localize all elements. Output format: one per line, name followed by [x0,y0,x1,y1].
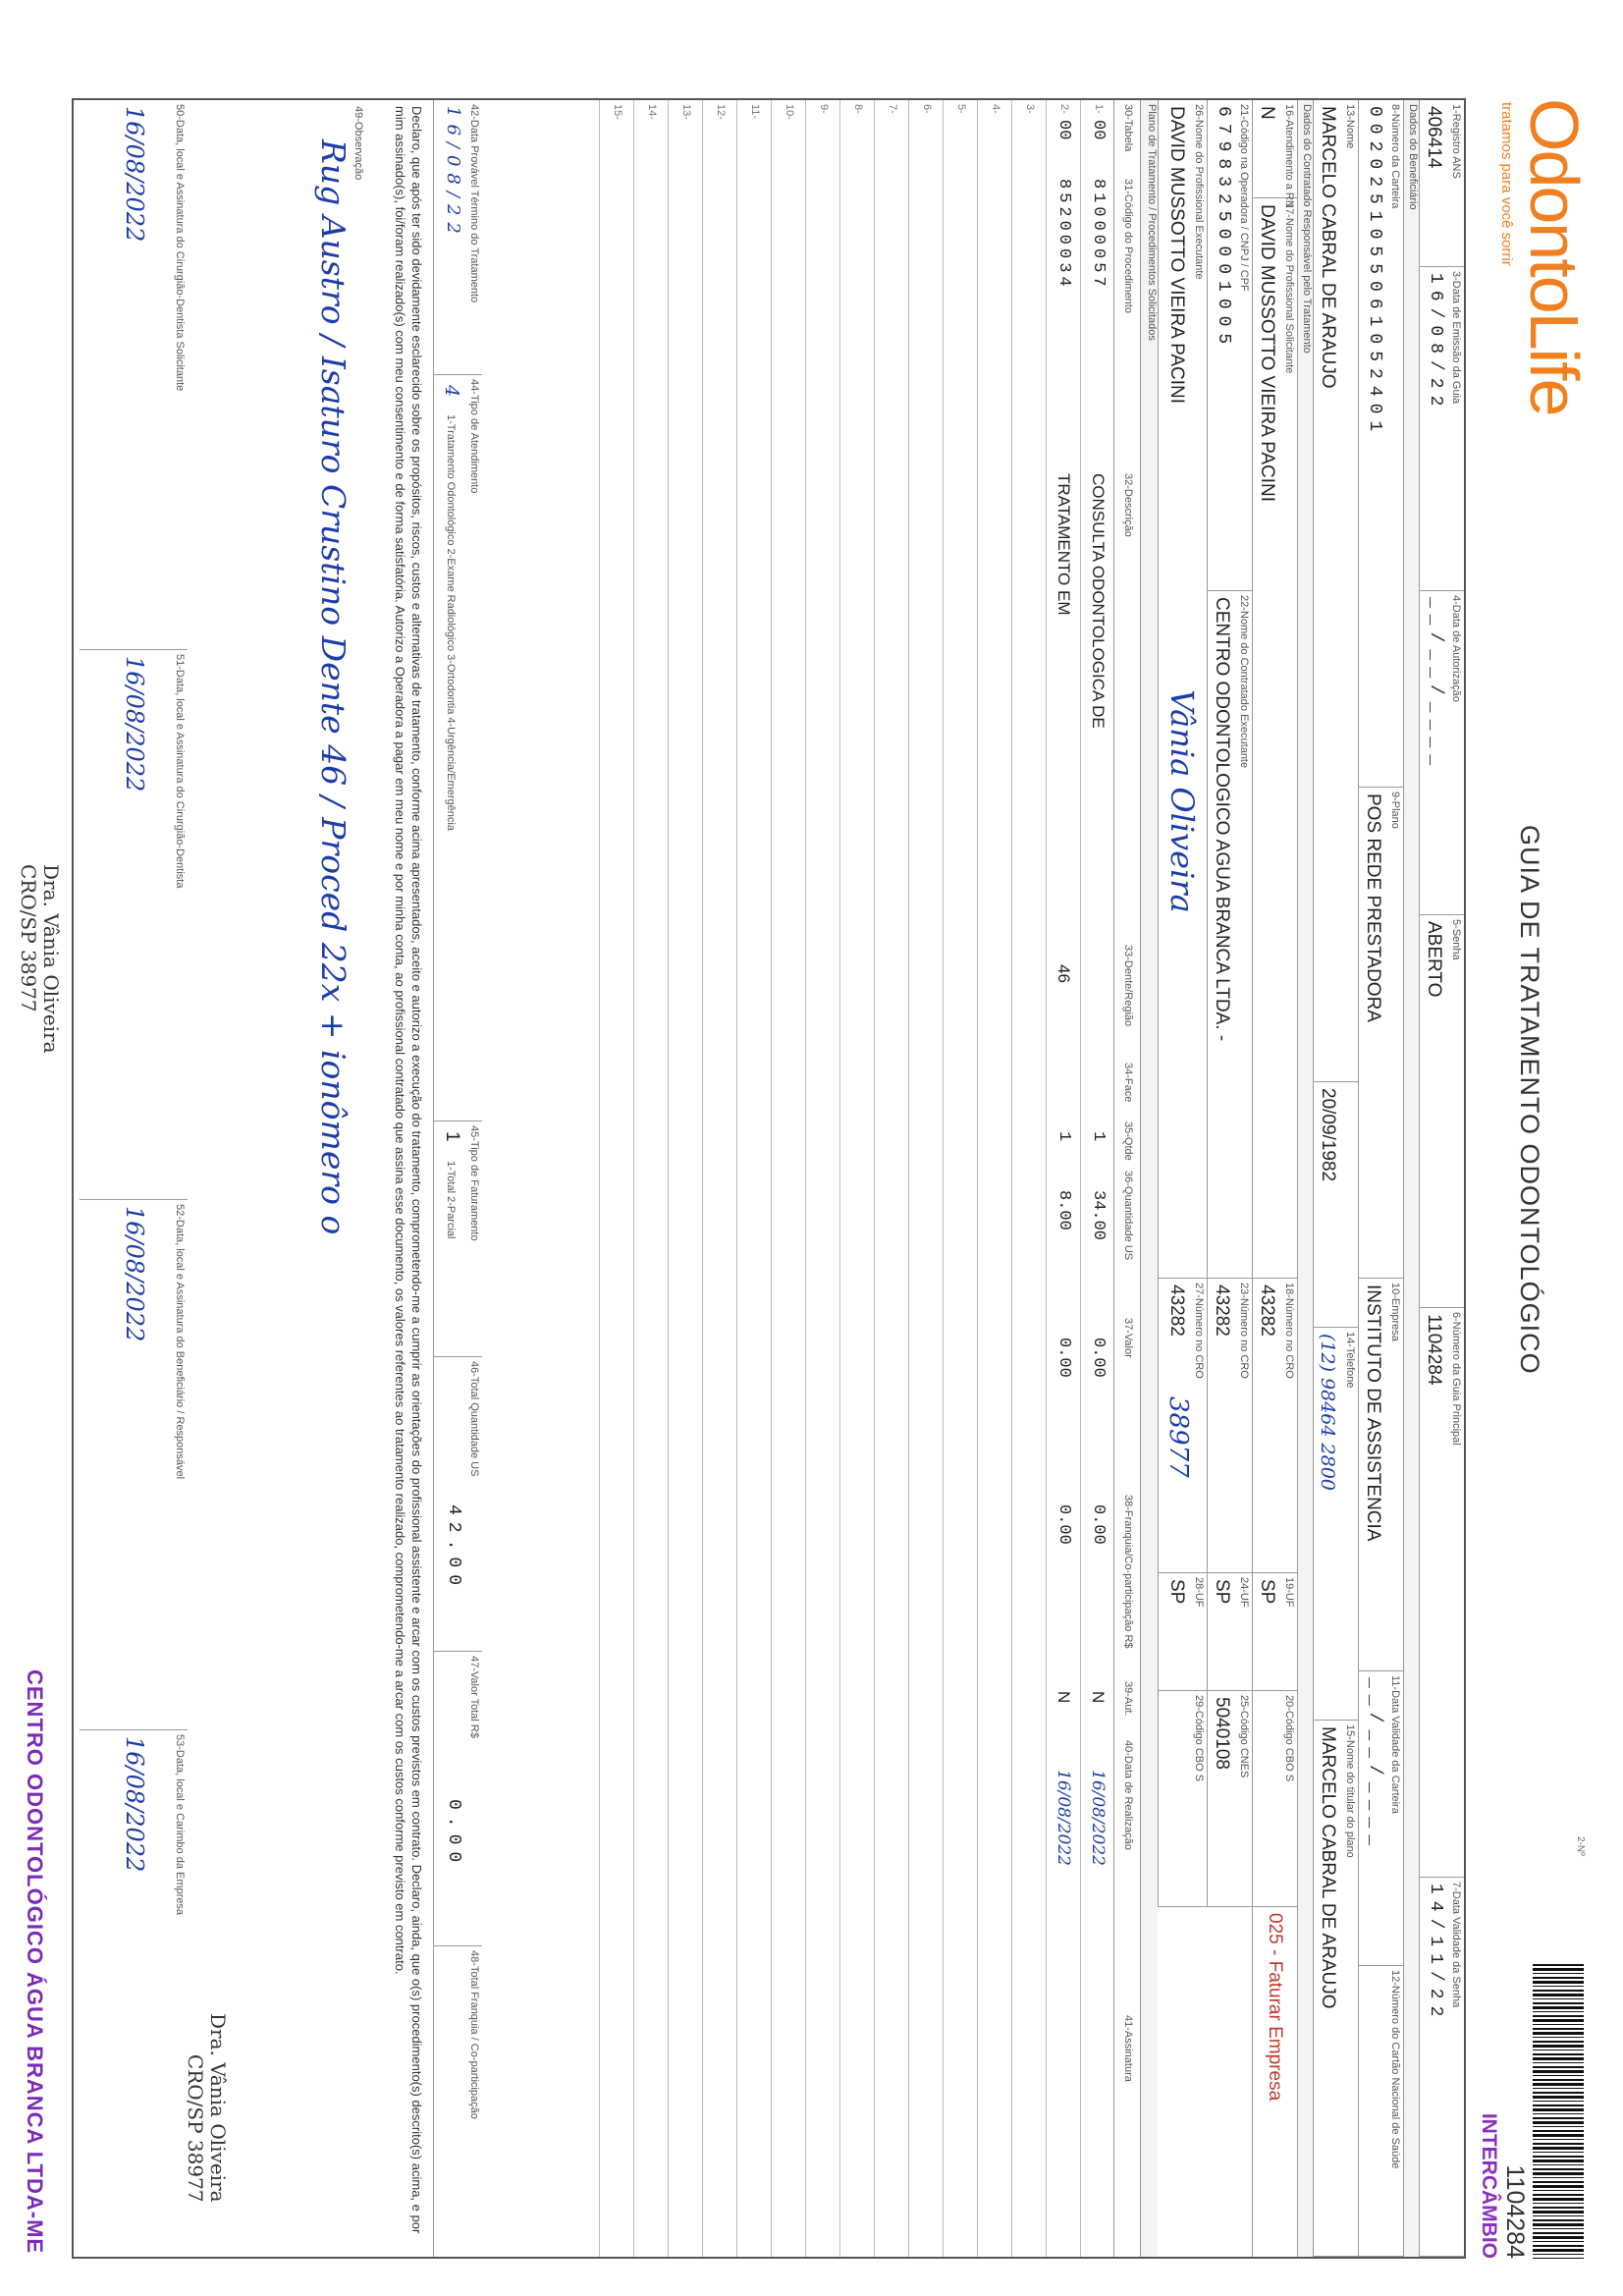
handwritten-cro: 38977 [1163,1396,1193,1478]
logo-name: OdontoLife [1516,98,1593,415]
field-total-us: 46-Total Quantidade US 42.00 [433,1357,482,1652]
field-atendimento-rn: 16-Atendimento a RN N [1252,100,1297,198]
field-uf-executante-2: 28-UF SP [1158,1573,1207,1691]
field-data-emissao: 3-Data de Emissão da Guia 16/08/22 [1419,267,1464,591]
observacao-handwritten: Rug Austro / Isaturo Crustino Dente 46 / Proced 22x + ionômero o [314,139,352,1235]
table-row-empty [839,100,874,2257]
observacao-label: 49-Observação [352,106,364,181]
table-row-empty [908,100,943,2257]
treatment-form [72,98,1466,2259]
row-number: 10- [784,104,795,120]
procedures-table [599,100,1114,2257]
field-profissional-solicitante: 17-Nome do Profissional Solicitante DAVID MUSSOTTO VIEIRA PACINI [1252,198,1297,1279]
table-row-empty [668,100,702,2257]
table-row-empty [943,100,977,2257]
field-telefone: 14-Telefone (12) 98464 2800 [1313,1328,1358,1721]
field-plano: 9-Plano POS REDE PRESTADORA [1358,788,1403,1279]
procedures-header: 30-Tabela 31-Código do Procedimento 32-Descrição 33-Dente/Região 34-Face 35-Qtde 36-Quantidade US 37-Valor 38-Franquia/Co-participação R$ 39-Aut. 40-Data de Realização 41-Assinatura [1113,100,1140,2257]
field-uf-solicitante: 19-UF SP [1252,1573,1297,1691]
row-number: 8- [852,104,864,114]
field-profissional-executante: 26-Nome do Profissional Executante DAVID MUSSOTTO VIEIRA PACINI Vânia Oliveira [1158,100,1207,1279]
signature-empresa: 53-Data, local e Carimbo da Empresa 16/08/2022 [121,1734,186,1916]
field-cnes: 25-Código CNES 5040108 [1207,1691,1252,1907]
section-procedimentos: Plano de Tratamento / Procedimentos Solicitados [1140,100,1158,2257]
field-data-termino: 42-Data Provável Término do Tratamento 16/08/22 [433,100,482,375]
field-empresa: 10-Empresa INSTITUTO DE ASSISTENCIA [1358,1279,1403,1671]
table-row-empty [874,100,908,2257]
row-number: 3- [1024,104,1036,114]
guide-number: 1104284 [1501,2164,1529,2259]
odontolife-logo [1498,98,1594,414]
barcode-icon [1533,1964,1584,2259]
logo-tagline: tratamos para você sorrir [1498,102,1515,266]
table-row-empty [599,100,633,2257]
row-number: 14- [646,104,658,120]
field-nome: 13-Nome MARCELO CABRAL DE ARAUJO [1313,100,1358,1082]
row-number: 11- [749,104,761,120]
field-cartao-saude: 12-Número do Cartão Nacional de Saúde [1358,1966,1403,2257]
table-row-empty [805,100,839,2257]
field-validade-senha: 7-Data Validade da Senha 14/11/22 [1419,1878,1464,2257]
field-cbo-solicitante: 20-Código CBO S [1252,1691,1297,1907]
empty-rows [599,100,1046,2257]
field-cro-solicitante: 18-Número no CRO 43282 [1252,1279,1297,1573]
company-stamp: CENTRO ODONTOLÓGICO ÁGUA BRANCA LTDA-ME [23,1669,47,2255]
signature-beneficiario: 52-Data, local e Assinatura do Beneficiário / Responsável 16/08/2022 [80,1200,188,1730]
table-row: 1- 00 81000057 CONSULTA ODONTOLOGICA DE 1 34.00 0.00 0.00 N 16/08/2022 [1080,100,1114,2257]
field-data-autorizacao: 4-Data de Autorização __/__/____ [1419,591,1464,915]
row-number: 4- [990,104,1001,114]
ans-tag: 2-Nº [1575,1836,1586,1856]
signature-cirurgiao: 51-Data, local e Assinatura do Cirurgião-Dentista 16/08/2022 [80,650,188,1200]
field-validade-carteira: 11-Data Validade da Carteira __/__/____ [1358,1671,1403,1966]
table-row-empty [771,100,805,2257]
field-cro-executante-2: 27-Número no CRO 43282 38977 [1158,1279,1207,1573]
row-number: 12- [715,104,727,120]
declaration-text: Declaro, que após ter sido devidamente esclarecido sobre os propósitos, riscos, custos e alternativas de tratamento, conforme acima apresentados, aceito e autorizo a execução do tratamento, comprometendo-me a cumprir as orientações do profissional assistente e arcar com os custos previstos em contrato. Declaro, ainda, que o(s) procedimento(s) descrito(s) acima, e por mim assinado(s), foi/foram realizado(s) com meu consentimento e de forma satisfatória. Autorizo a Operadora a pagar em meu nome e por minha conta, ao profissional contratado que assina esse documento, os valores referentes ao tratamento realizado, comprometendo-me a arcar com os custos conforme previsto em contrato. [393,106,424,2234]
field-tipo-faturamento: 45-Tipo de Faturamento 1 1-Total 2-Parcial [433,1121,482,1357]
guide-header [1477,1915,1584,2259]
row-number: 6- [921,104,933,114]
table-row-empty [702,100,736,2257]
table-row-empty [633,100,668,2257]
field-cbo-executante: 29-Código CBO S [1158,1691,1207,1907]
form-footer [70,100,482,2257]
dentist-stamp-left: Dra. Vânia Oliveira CRO/SP 38977 [17,864,63,1054]
row-number: 15- [612,104,623,120]
field-cro-executante: 23-Número no CRO 43282 [1207,1279,1252,1573]
field-guia-principal: 6-Número da Guia Principal 1104284 [1419,1308,1464,1878]
table-row: 2- 00 85200034 TRATAMENTO EM 46 1 8.00 0.00 0.00 N 16/08/2022 [1046,100,1080,2257]
field-titular: 15-Nome do titular do plano MARCELO CABRAL DE ARAUJO [1313,1721,1358,2257]
handwritten-professional: Vânia Oliveira [1163,689,1201,913]
table-row-empty [736,100,771,2257]
field-nascimento: 20/09/1982 [1313,1082,1358,1328]
signature-solicitante: 50-Data, local e Assinatura do Cirurgião-Dentista Solicitante 16/08/2022 [80,100,188,650]
field-registro-ans: 1-Registro ANS 406414 [1419,100,1464,267]
field-carteira: 8-Número da Carteira 0020251055061052401 [1358,100,1403,788]
faturar-empresa: 025 - Faturar Empresa [1252,1907,1297,2257]
row-number: 7- [887,104,898,114]
table-row-empty [977,100,1011,2257]
field-total-franquia: 48-Total Franquia / Co-participação [433,1946,482,2257]
dentist-stamp-right: Dra. Vânia Oliveira CRO/SP 38977 [184,2013,230,2203]
row-number: 13- [680,104,692,120]
intercambio-label: INTERCÂMBIO [1478,2112,1500,2259]
field-contratado-executante: 22-Nome do Contratado Executante CENTRO ODONTOLOGICO AGUA BRANCA LTDA. - [1207,591,1252,1279]
row-number: 5- [955,104,967,114]
field-tipo-atendimento: 44-Tipo de Atendimento 4 1-Tratamento Odontológico 2-Exame Radiológico 3-Ortodontia 4-Urgência/Emergência [433,375,482,1121]
section-contratado: Dados do Contratado Responsável pelo Tratamento [1297,100,1313,2257]
field-senha: 5-Senha ABERTO [1419,915,1464,1308]
section-beneficiario: Dados do Beneficiário [1403,100,1419,2257]
field-uf-executante: 24-UF SP [1207,1573,1252,1691]
field-total-valor: 47-Valor Total R$ 0.00 [433,1652,482,1946]
table-row-empty [1011,100,1046,2257]
page-title: GUIA DE TRATAMENTO ODONTOLÓGICO [1515,825,1544,1375]
field-codigo-operadora: 21-Código na Operadora / CNPJ / CPF 67983250001005 [1207,100,1252,591]
row-number: 9- [818,104,830,114]
